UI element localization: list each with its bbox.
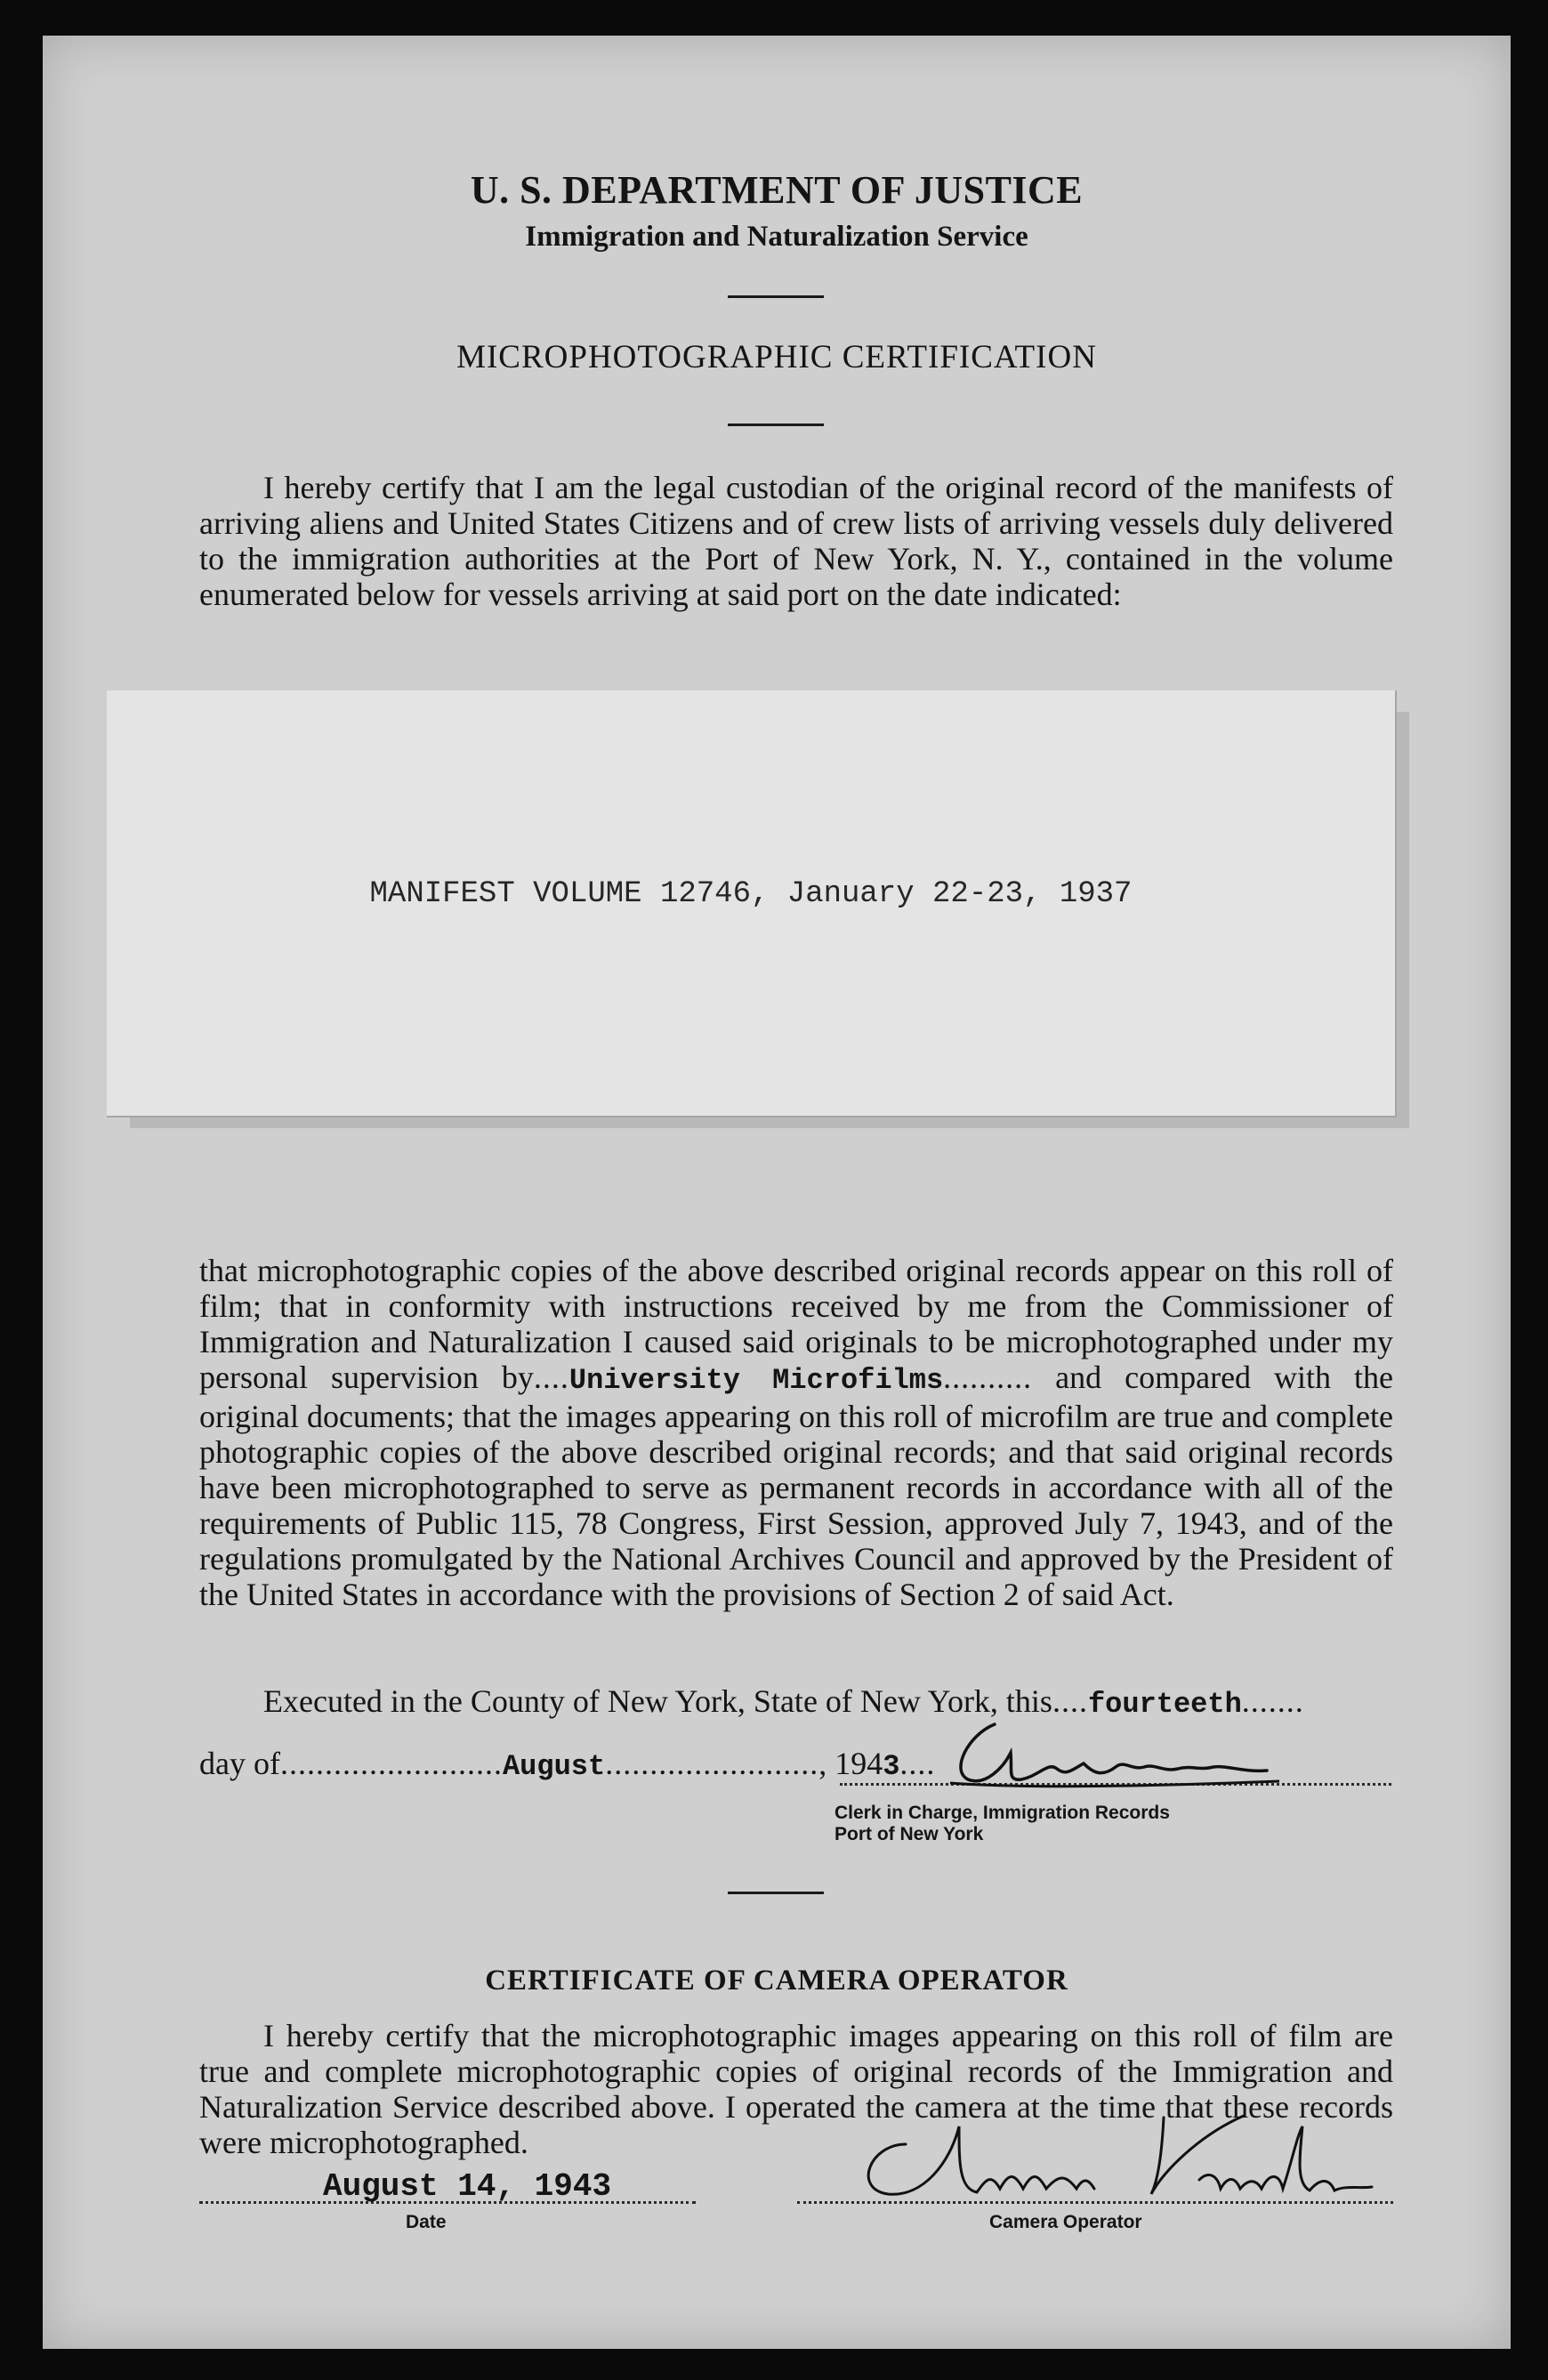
date-line: day of.........................August........................, 1943....	[199, 1746, 936, 1783]
department-heading: U. S. DEPARTMENT OF JUSTICE	[470, 168, 1084, 212]
body-paragraph: that microphotographic copies of the above described original records appear on this roll of film; that in conformity with instructions received by me from the Commissioner of Immigration and Naturalization I caused said originals to be microphotographed under my personal supervision by....University Microfilms.......... and compared with the original documents; that the images appearing on this roll of microfilm are true and complete photographic copies of the above described original records; and that said original records have been microphotographed to serve as permanent records in accordance with all of the requirements of Public 115, 78 Congress, First Session, approved July 7, 1943, and of the regulations promulgated by the National Archives Council and approved by the President of the United States in accordance with the provisions of Section 2 of said Act.	[199, 1253, 1393, 1612]
manifest-label-panel	[107, 690, 1397, 1117]
camera-date: August 14, 1943	[323, 2168, 612, 2205]
execution-prefix: Executed in the County of New York, State of New York, this	[263, 1683, 1052, 1719]
body-text-part2: and compared with the original documents; that the images appearing on this roll of microfilm are true and complete photographic copies of the above described original records; and that said original records have been microphotographed to serve as permanent records in accordance with all of the requirements of Public 115, 78 Congress, First Session, approved July 7, 1943, and of the regulations promulgated by the National Archives Council and approved by the President of the United States in accordance with the provisions of Section 2 of said Act.	[199, 1359, 1393, 1612]
divider	[728, 424, 824, 426]
certification-title: MICROPHOTOGRAPHIC CERTIFICATION	[456, 339, 1097, 375]
service-subheading: Immigration and Naturalization Service	[525, 221, 1028, 253]
operator-signature	[826, 2109, 1377, 2207]
clerk-port: Port of New York	[834, 1824, 984, 1844]
date-label: Date	[406, 2212, 447, 2232]
execution-day: fourteeth	[1087, 1688, 1242, 1721]
camera-cert-text: I hereby certify that the microphotographic images appearing on this roll of film are true and complete microphotographic copies of original records of the Immigration and Naturalization Service described above. I operated the camera at the time that these records were microphotographed.	[199, 2018, 1393, 2160]
intro-text: I hereby certify that I am the legal custodian of the original record of the manifests of arriving aliens and United States Citizens and of crew lists of arriving vessels duly delivered to the immigration authorities at the Port of New York, N. Y., contained in the volume enumerated below for vessels arriving at said port on the date indicated:	[199, 470, 1393, 612]
intro-paragraph	[199, 470, 1393, 612]
clerk-signature	[915, 1717, 1288, 1797]
manifest-volume-label: MANIFEST VOLUME 12746, January 22-23, 1937	[369, 877, 1133, 911]
certificate-sheet	[43, 36, 1511, 2349]
execution-month: August	[502, 1750, 606, 1783]
camera-cert-title: CERTIFICATE OF CAMERA OPERATOR	[485, 1965, 1068, 1997]
filmer-name: University Microfilms	[568, 1364, 944, 1397]
year-digit: 3	[883, 1750, 900, 1783]
operator-label: Camera Operator	[989, 2212, 1142, 2232]
divider	[728, 295, 824, 298]
divider	[728, 1892, 824, 1894]
body-text-part1: that microphotographic copies of the above described original records appear on this roll of film; that in conformity with instructions received by me from the Commissioner of Immigration and Naturalization I caused said originals to be microphotographed under my personal supervision by	[199, 1253, 1393, 1395]
execution-line: Executed in the County of New York, State of New York, this....fourteeth.......	[263, 1683, 1304, 1721]
clerk-title: Clerk in Charge, Immigration Records	[834, 1803, 1170, 1823]
day-of-label: day of	[199, 1746, 280, 1781]
year-prefix: , 194	[818, 1746, 883, 1781]
